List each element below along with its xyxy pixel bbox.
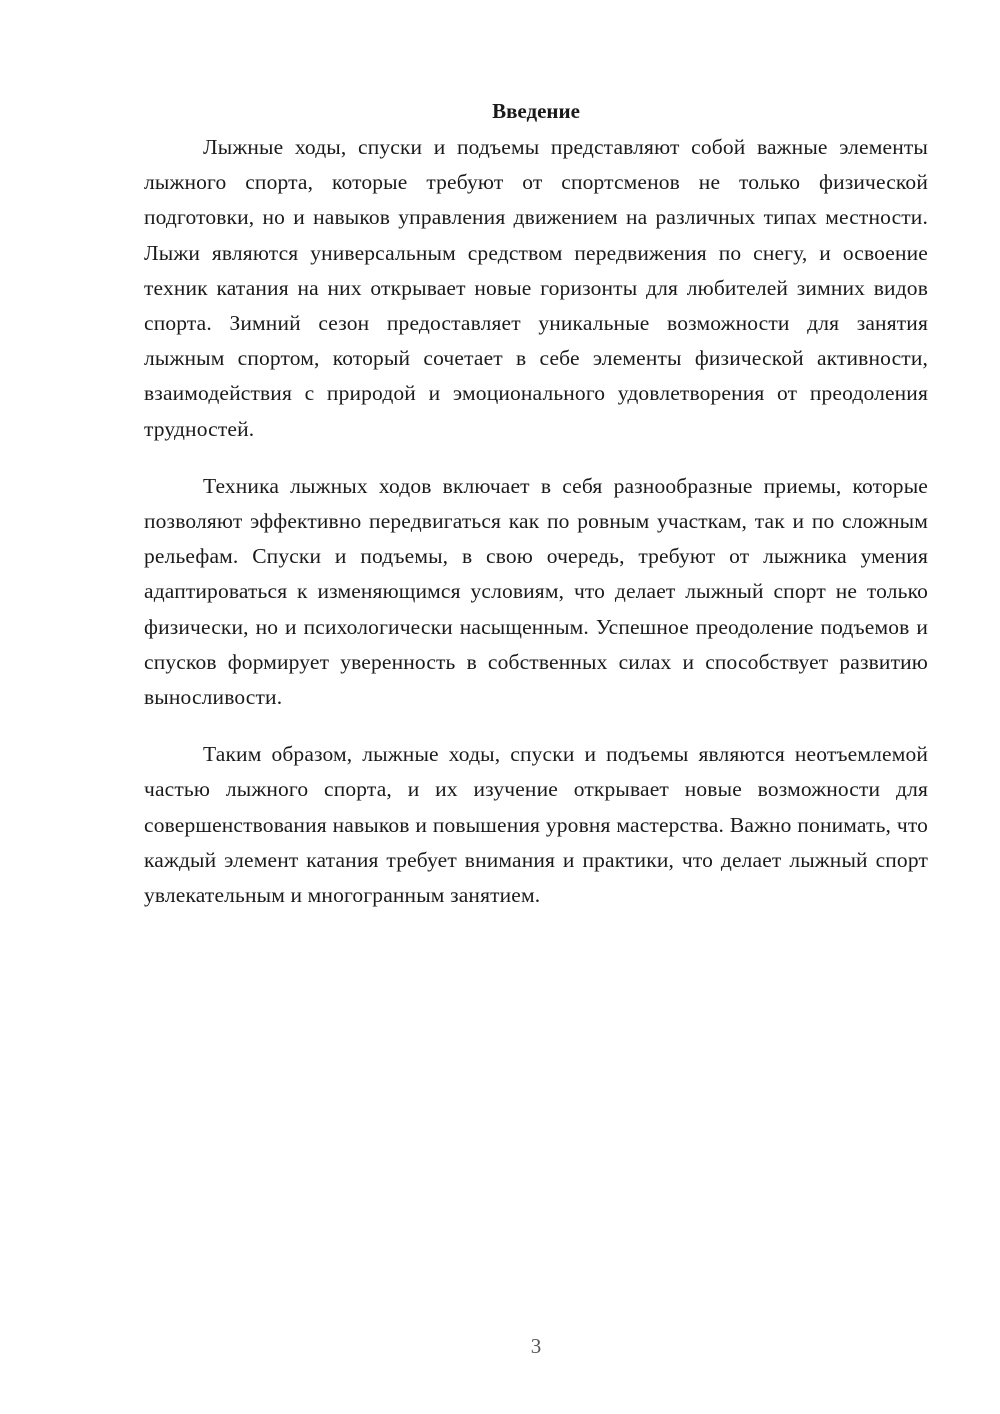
page-number: 3 (530, 1334, 542, 1358)
paragraph-2: Техника лыжных ходов включает в себя разнообразные приемы, которые позволяют эффективно передвигаться как по ровным участкам, так и по сложным рельефам. Спуски и подъемы, в свою очередь, требуют от лыжника умения адаптироваться к изменяющимся условиям, что делает лыжный спорт не только физически, но и психологически насыщенным. Успешное преодоление подъемов и спусков формирует уверенность в собственных силах и способствует развитию выносливости. (144, 473, 928, 710)
paragraph-3: Таким образом, лыжные ходы, спуски и подъемы являются неотъемлемой частью лыжного спорта, и их изучение открывает новые возможности для совершенствования навыков и повышения уровня мастерства. Важно понимать, что каждый элемент катания требует внимания и практики, что делает лыжный спорт увлекательным и многогранным занятием. (144, 742, 928, 908)
page-content (144, 96, 928, 913)
section-title: Введение (492, 99, 580, 123)
paragraph-1: Лыжные ходы, спуски и подъемы представляют собой важные элементы лыжного спорта, которые требуют от спортсменов не только физической подготовки, но и навыков управления движением на различных типах местности. Лыжи являются универсальным средством передвижения по снегу, и освоение техник катания на них открывает новые горизонты для любителей зимних видов спорта. Зимний сезон предоставляет уникальные возможности для занятия лыжным спортом, который сочетает в себе элементы физической активности, взаимодействия с природой и эмоционального удовлетворения от преодоления трудностей. (144, 135, 928, 441)
